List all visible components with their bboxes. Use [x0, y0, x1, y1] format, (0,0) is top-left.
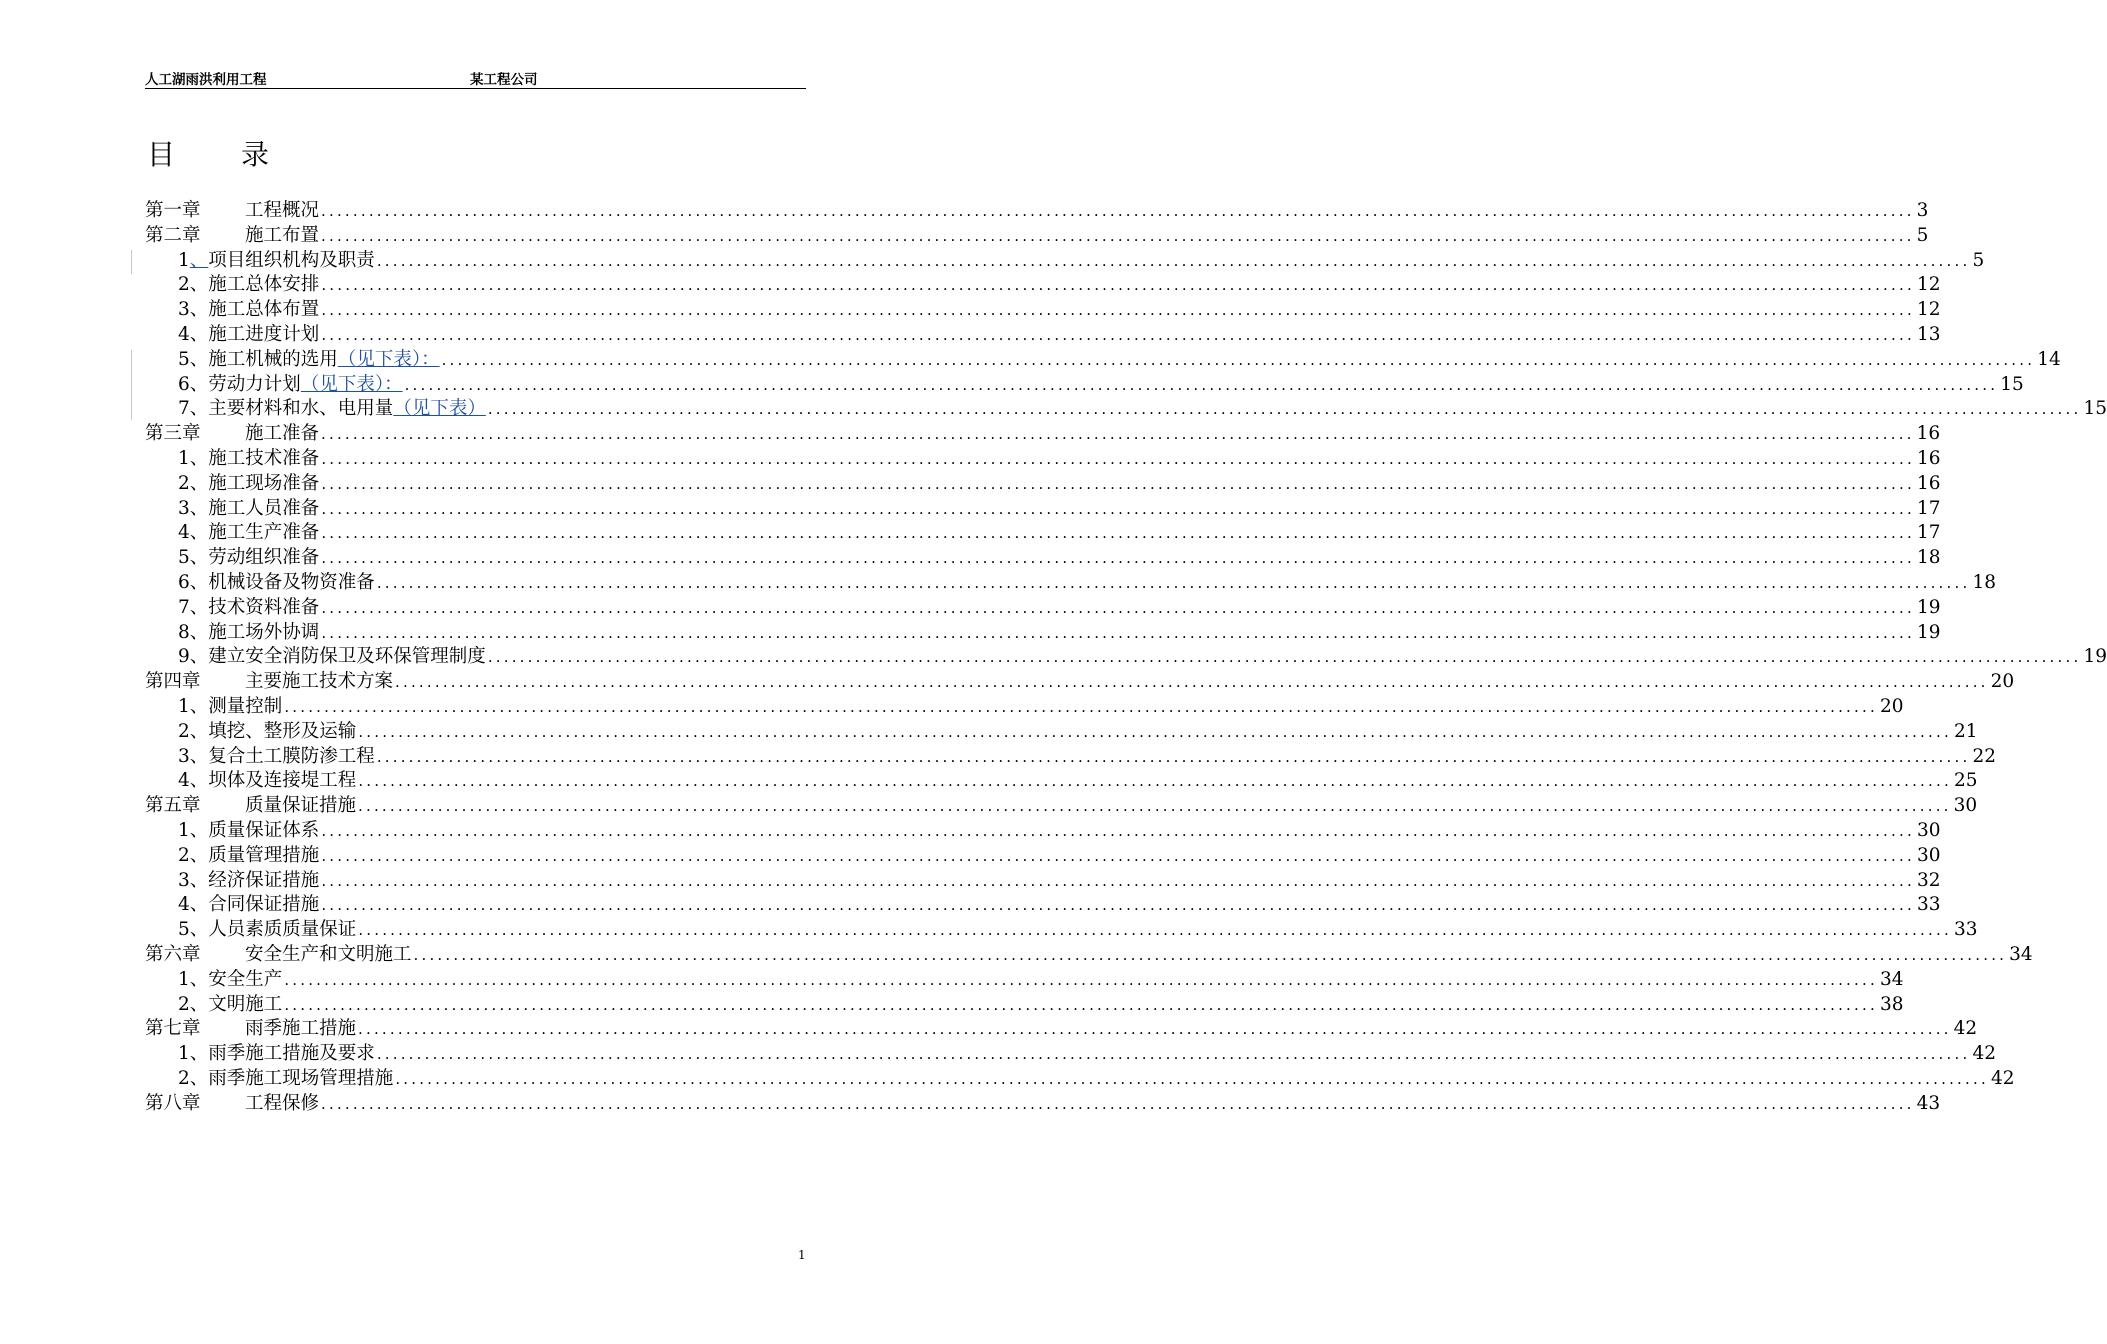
toc-section-number: 3: [178, 869, 190, 891]
toc-page-number: 33: [1953, 919, 1978, 941]
toc-chapter-number: 第七章: [145, 1018, 201, 1040]
toc-entry-label: [145, 794, 356, 819]
toc-chapter-entry[interactable]: [145, 199, 1929, 224]
toc-section-entry[interactable]: [145, 1042, 1996, 1067]
toc-entry-text: 项目组织机构及职责: [208, 249, 375, 271]
toc-section-number: 1: [178, 968, 190, 990]
toc-section-number: 3: [178, 497, 190, 519]
toc-entry-text: 工程保修: [245, 1092, 320, 1114]
toc-page-number: 43: [1916, 1092, 1941, 1114]
toc-section-number: 2: [178, 844, 190, 866]
toc-entry-text: 安全生产: [208, 968, 283, 990]
toc-entry-label: [178, 596, 319, 621]
toc-entry-text: 质量保证体系: [208, 819, 320, 841]
toc-page-number: 18: [1916, 547, 1941, 569]
toc-section-separator: 、: [189, 398, 209, 420]
toc-entry-label: [178, 745, 375, 770]
toc-entry-label: [178, 918, 356, 943]
toc-page-number: 34: [2009, 943, 2033, 965]
toc-dot-leader: ........................................................................................................................................................................................................: [321, 474, 1915, 493]
toc-dot-leader: ........................................................................................................................................................................................................: [321, 524, 1915, 543]
page-header: [145, 68, 806, 89]
toc-section-entry[interactable]: [145, 645, 2107, 670]
toc-chapter-entry[interactable]: [145, 1092, 1941, 1117]
toc-dot-leader: ........................................................................................................................................................................................................: [321, 449, 1915, 468]
toc-dot-leader: ........................................................................................................................................................................................................: [376, 573, 1971, 592]
toc-section-separator: 、: [189, 646, 209, 668]
toc-section-separator: 、: [189, 919, 209, 941]
toc-entry-text: 合同保证措施: [208, 894, 320, 916]
toc-entry-text: 雨季施工措施: [245, 1018, 357, 1040]
toc-page-number: 22: [1972, 745, 1996, 767]
toc-entry-text: 经济保证措施: [208, 869, 320, 891]
toc-section-number: 6: [178, 571, 190, 593]
toc-dot-leader: ........................................................................................................................................................................................................: [321, 871, 1915, 890]
toc-entry-label: [178, 373, 403, 398]
toc-dot-leader: ........................................................................................................................................................................................................: [413, 945, 2008, 964]
toc-page-number: 38: [1879, 993, 1904, 1015]
toc-dot-leader: ........................................................................................................................................................................................................: [376, 251, 1971, 270]
table-of-contents: [145, 199, 2107, 1116]
toc-chapter-entry[interactable]: [145, 1017, 1978, 1042]
toc-chapter-number: 第一章: [145, 200, 201, 221]
toc-entry-label: [178, 1067, 393, 1092]
toc-entry-label: [178, 893, 319, 918]
toc-entry-label: [178, 472, 319, 497]
toc-entry-text: 质量管理措施: [208, 844, 320, 866]
toc-dot-leader: ........................................................................................................................................................................................................: [376, 747, 1971, 766]
toc-section-separator: 、: [189, 770, 209, 792]
toc-dot-leader: ........................................................................................................................................................................................................: [321, 598, 1915, 617]
toc-dot-leader: ........................................................................................................................................................................................................: [321, 202, 1915, 220]
toc-entry-label: [178, 497, 319, 522]
toc-section-entry[interactable]: [145, 819, 1941, 844]
toc-entry-label: [145, 1092, 319, 1117]
toc-dot-leader: ........................................................................................................................................................................................................: [284, 970, 1878, 989]
toc-page-number: 42: [1953, 1018, 1978, 1040]
toc-chapter-number: 第三章: [145, 423, 201, 445]
header-project-name: 人工湖雨洪利用工程: [145, 72, 267, 88]
toc-chapter-entry[interactable]: [145, 224, 1929, 249]
toc-section-number: 2: [178, 1067, 190, 1089]
toc-section-number: 3: [178, 745, 190, 767]
toc-entry-text: 人员素质质量保证: [208, 919, 357, 941]
toc-section-number: 7: [178, 398, 190, 420]
toc-section-number: 1: [178, 447, 190, 469]
toc-section-number: 6: [178, 373, 190, 395]
toc-page-number: 16: [1916, 472, 1941, 494]
toc-section-separator: 、: [189, 968, 209, 990]
revision-bar: [131, 250, 132, 274]
revision-bar: [131, 350, 132, 420]
toc-section-entry[interactable]: [145, 745, 1996, 770]
toc-entry-link[interactable]: （见下表）: [393, 398, 486, 420]
toc-entry-text: 填挖、整形及运输: [208, 720, 357, 742]
toc-section-number: 4: [178, 894, 190, 916]
toc-dot-leader: ........................................................................................................................................................................................................: [321, 623, 1915, 642]
toc-entry-label: [145, 422, 319, 447]
toc-section-entry[interactable]: [145, 249, 1985, 274]
toc-title-part2: 录: [241, 138, 270, 171]
header-company-name: 某工程公司: [470, 72, 538, 88]
toc-dot-leader: ........................................................................................................................................................................................................: [321, 301, 1915, 320]
toc-section-entry[interactable]: [145, 323, 1941, 348]
toc-section-separator: 、: [189, 844, 209, 866]
toc-entry-text: 施工技术准备: [208, 447, 320, 469]
toc-section-entry[interactable]: [145, 621, 1941, 646]
toc-section-number: 5: [178, 547, 190, 569]
toc-section-number: 4: [178, 522, 190, 544]
toc-entry-text: 复合土工膜防渗工程: [208, 745, 375, 767]
toc-section-number: 9: [178, 646, 190, 668]
toc-section-entry[interactable]: [145, 521, 1941, 546]
toc-entry-label: [178, 348, 440, 373]
toc-entry-label: [145, 224, 319, 249]
toc-page-number: 30: [1916, 819, 1941, 841]
toc-section-number: 2: [178, 274, 190, 296]
toc-section-separator: 、: [189, 447, 209, 469]
toc-entry-label: [178, 844, 319, 869]
toc-section-entry[interactable]: [145, 769, 1978, 794]
toc-page-number: 34: [1879, 968, 1904, 990]
toc-section-number: 8: [178, 621, 190, 643]
toc-dot-leader: ........................................................................................................................................................................................................: [395, 673, 1989, 692]
toc-section-entry[interactable]: [145, 844, 1941, 869]
toc-section-entry[interactable]: [145, 447, 1941, 472]
toc-section-separator: 、: [189, 596, 209, 618]
toc-page-number: 19: [2083, 646, 2107, 668]
toc-entry-text: 主要施工技术方案: [245, 671, 394, 693]
toc-entry-link[interactable]: （见下表）：: [337, 348, 440, 370]
toc-entry-text: 雨季施工现场管理措施: [208, 1067, 394, 1089]
toc-page-number: 13: [1916, 323, 1941, 345]
toc-entry-label: [178, 695, 282, 720]
toc-section-entry[interactable]: [145, 720, 1978, 745]
toc-page-number: 16: [1916, 423, 1941, 445]
toc-section-separator: 、: [189, 249, 209, 271]
toc-section-number: 4: [178, 323, 190, 345]
toc-section-number: 2: [178, 720, 190, 742]
toc-entry-text: 坝体及连接堤工程: [208, 770, 357, 792]
toc-page-number: 20: [1879, 695, 1904, 717]
toc-entry-label: [178, 645, 486, 670]
toc-page-number: 12: [1916, 274, 1941, 296]
page-number: 1: [798, 1248, 806, 1262]
toc-dot-leader: ........................................................................................................................................................................................................: [358, 921, 1952, 940]
toc-section-entry[interactable]: [145, 273, 1941, 298]
toc-entry-label: [178, 397, 486, 422]
toc-section-entry[interactable]: [145, 869, 1941, 894]
toc-chapter-entry[interactable]: [145, 794, 1978, 819]
toc-dot-leader: ........................................................................................................................................................................................................: [358, 797, 1952, 816]
toc-section-number: 1: [178, 1043, 190, 1065]
toc-entry-text: 雨季施工措施及要求: [208, 1043, 375, 1065]
toc-page-number: 33: [1916, 894, 1941, 916]
toc-dot-leader: ........................................................................................................................................................................................................: [321, 276, 1915, 295]
toc-dot-leader: ........................................................................................................................................................................................................: [321, 499, 1915, 518]
toc-section-number: 5: [178, 919, 190, 941]
toc-section-separator: 、: [189, 720, 209, 742]
toc-entry-text: 施工人员准备: [208, 497, 320, 519]
toc-page-number: 5: [1972, 249, 1985, 271]
toc-section-entry[interactable]: [145, 348, 2061, 373]
toc-section-separator: 、: [189, 497, 209, 519]
toc-entry-text: 机械设备及物资准备: [208, 571, 375, 593]
toc-section-separator: 、: [189, 373, 209, 395]
toc-section-number: 7: [178, 596, 190, 618]
toc-section-number: 1: [178, 695, 190, 717]
toc-entry-label: [178, 323, 319, 348]
toc-entry-text: 施工总体安排: [208, 274, 320, 296]
toc-dot-leader: ........................................................................................................................................................................................................: [321, 549, 1915, 568]
toc-entry-label: [145, 1017, 356, 1042]
toc-chapter-number: 第五章: [145, 795, 201, 817]
toc-dot-leader: ........................................................................................................................................................................................................: [358, 722, 1952, 741]
toc-title: [147, 133, 269, 173]
toc-section-number: 1: [178, 249, 190, 271]
toc-section-number: 2: [178, 472, 190, 494]
toc-entry-text: 文明施工: [208, 993, 283, 1015]
toc-entry-label: [178, 993, 282, 1018]
toc-section-entry[interactable]: [145, 298, 1941, 323]
toc-entry-text: 技术资料准备: [208, 596, 320, 618]
toc-dot-leader: ........................................................................................................................................................................................................: [321, 896, 1915, 915]
toc-section-separator: 、: [189, 571, 209, 593]
toc-entry-label: [178, 769, 356, 794]
toc-entry-text: 测量控制: [208, 695, 283, 717]
toc-title-part1: 目: [147, 138, 176, 171]
toc-section-entry[interactable]: [145, 397, 2107, 422]
toc-section-number: 1: [178, 819, 190, 841]
toc-dot-leader: ........................................................................................................................................................................................................: [321, 1094, 1915, 1113]
toc-page-number: 17: [1916, 522, 1941, 544]
toc-section-separator: 、: [189, 1043, 209, 1065]
toc-section-entry[interactable]: [145, 472, 1941, 497]
toc-entry-text: 施工场外协调: [208, 621, 320, 643]
toc-entry-label: [178, 521, 319, 546]
toc-dot-leader: ........................................................................................................................................................................................................: [404, 375, 1999, 394]
toc-section-separator: 、: [189, 819, 209, 841]
toc-chapter-number: 第四章: [145, 671, 201, 693]
toc-page-number: 19: [1916, 621, 1941, 643]
toc-section-separator: 、: [189, 993, 209, 1015]
toc-section-separator: 、: [189, 522, 209, 544]
toc-dot-leader: ........................................................................................................................................................................................................: [321, 821, 1915, 840]
toc-section-separator: 、: [189, 621, 209, 643]
toc-page-number: 30: [1916, 844, 1941, 866]
toc-entry-label: [145, 199, 319, 224]
toc-entry-text: 施工进度计划: [208, 323, 320, 345]
toc-section-separator: 、: [189, 299, 209, 321]
toc-chapter-entry[interactable]: [145, 943, 2033, 968]
toc-page-number: 14: [2037, 348, 2061, 370]
toc-section-entry[interactable]: [145, 546, 1941, 571]
toc-chapter-entry[interactable]: [145, 670, 2015, 695]
toc-page-number: 42: [1972, 1043, 1996, 1065]
toc-page-number: 42: [1990, 1067, 2015, 1089]
toc-entry-text: 安全生产和文明施工: [245, 943, 412, 965]
toc-section-entry[interactable]: [145, 1067, 2015, 1092]
toc-page-number: 25: [1953, 770, 1978, 792]
toc-entry-link[interactable]: （见下表）：: [300, 373, 403, 395]
toc-section-separator: 、: [189, 348, 209, 370]
toc-dot-leader: ........................................................................................................................................................................................................: [358, 1020, 1952, 1039]
toc-dot-leader: ........................................................................................................................................................................................................: [358, 772, 1952, 791]
toc-entry-label: [178, 720, 356, 745]
toc-dot-leader: ........................................................................................................................................................................................................: [376, 1045, 1971, 1064]
toc-section-entry[interactable]: [145, 571, 1996, 596]
toc-entry-text: 质量保证措施: [245, 795, 357, 817]
toc-page-number: 5: [1916, 224, 1929, 246]
toc-section-entry[interactable]: [145, 373, 2024, 398]
toc-section-separator: 、: [189, 547, 209, 569]
toc-dot-leader: ........................................................................................................................................................................................................: [284, 995, 1878, 1014]
toc-dot-leader: ........................................................................................................................................................................................................: [321, 846, 1915, 865]
toc-page-number: 20: [1990, 671, 2015, 693]
toc-chapter-number: 第六章: [145, 943, 201, 965]
toc-entry-label: [178, 571, 375, 596]
toc-chapter-number: 第八章: [145, 1092, 201, 1114]
toc-entry-text: 施工生产准备: [208, 522, 320, 544]
toc-chapter-number: 第二章: [145, 224, 201, 246]
toc-section-number: 5: [178, 348, 190, 370]
toc-section-separator: 、: [189, 745, 209, 767]
toc-section-entry[interactable]: [145, 695, 1904, 720]
toc-page-number: 30: [1953, 795, 1978, 817]
toc-section-entry[interactable]: [145, 968, 1904, 993]
toc-page-number: 19: [1916, 596, 1941, 618]
toc-entry-label: [178, 869, 319, 894]
toc-entry-text: 建立安全消防保卫及环保管理制度: [208, 646, 486, 668]
toc-entry-label: [178, 819, 319, 844]
toc-section-entry[interactable]: [145, 893, 1941, 918]
toc-section-separator: 、: [189, 1067, 209, 1089]
toc-entry-text: 施工总体布置: [208, 299, 320, 321]
toc-entry-label: [145, 943, 412, 968]
toc-entry-text: 施工准备: [245, 423, 320, 445]
toc-chapter-entry[interactable]: [145, 422, 1941, 447]
toc-dot-leader: ........................................................................................................................................................................................................: [395, 1069, 1989, 1088]
toc-section-separator: 、: [189, 894, 209, 916]
toc-dot-leader: ........................................................................................................................................................................................................: [441, 350, 2036, 369]
toc-entry-text: 施工现场准备: [208, 472, 320, 494]
toc-section-entry[interactable]: [145, 596, 1941, 621]
toc-page-number: 12: [1916, 299, 1941, 321]
toc-dot-leader: ........................................................................................................................................................................................................: [321, 325, 1915, 344]
toc-page-number: 15: [2083, 398, 2107, 420]
toc-page-number: 18: [1972, 571, 1996, 593]
toc-section-number: 2: [178, 993, 190, 1015]
toc-page-number: 21: [1953, 720, 1978, 742]
toc-page-number: 3: [1916, 200, 1929, 221]
toc-page-number: 32: [1916, 869, 1941, 891]
toc-entry-label: [178, 546, 319, 571]
toc-dot-leader: ........................................................................................................................................................................................................: [487, 400, 2082, 419]
toc-entry-text: 施工布置: [245, 224, 320, 246]
toc-entry-text: 劳动组织准备: [208, 547, 320, 569]
toc-section-separator: 、: [189, 695, 209, 717]
toc-section-entry[interactable]: [145, 497, 1941, 522]
toc-section-number: 3: [178, 299, 190, 321]
toc-entry-label: [178, 447, 319, 472]
toc-entry-text: 主要材料和水、电用量: [208, 398, 394, 420]
toc-page-number: 17: [1916, 497, 1941, 519]
toc-entry-label: [178, 968, 282, 993]
toc-entry-text: 劳动力计划: [208, 373, 301, 395]
toc-section-number: 4: [178, 770, 190, 792]
toc-entry-label: [145, 670, 393, 695]
toc-entry-label: [178, 273, 319, 298]
toc-section-entry[interactable]: [145, 918, 1978, 943]
toc-section-separator: 、: [189, 274, 209, 296]
toc-dot-leader: ........................................................................................................................................................................................................: [321, 425, 1915, 444]
toc-section-separator: 、: [189, 323, 209, 345]
toc-page-number: 16: [1916, 447, 1941, 469]
toc-entry-label: [178, 298, 319, 323]
toc-entry-text: 施工机械的选用: [208, 348, 338, 370]
toc-dot-leader: ........................................................................................................................................................................................................: [284, 697, 1878, 716]
toc-dot-leader: ........................................................................................................................................................................................................: [487, 648, 2082, 667]
toc-entry-label: [178, 621, 319, 646]
toc-section-separator: 、: [189, 869, 209, 891]
toc-entry-label: [178, 1042, 375, 1067]
toc-page-number: 15: [2000, 373, 2024, 395]
toc-section-separator: 、: [189, 472, 209, 494]
toc-entry-text: 工程概况: [245, 200, 320, 221]
toc-entry-label: [178, 249, 375, 274]
toc-dot-leader: ........................................................................................................................................................................................................: [321, 226, 1915, 245]
toc-section-entry[interactable]: [145, 993, 1904, 1018]
